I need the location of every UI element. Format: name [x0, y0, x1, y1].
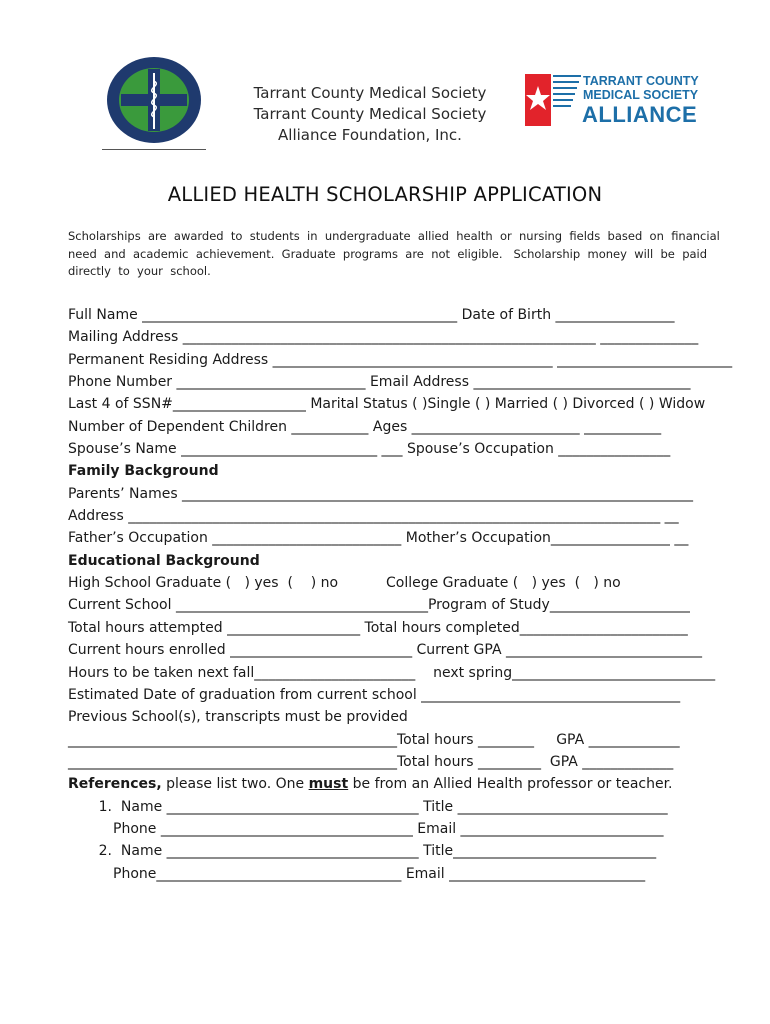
- parents-names-field[interactable]: Parents’ Names _________________________________________________________________________: [68, 485, 694, 502]
- intro-line-3: directly to your school.: [68, 264, 211, 278]
- hours-next-field[interactable]: Hours to be taken next fall_______________________ next spring_____________________________: [68, 664, 716, 681]
- logo-line-1: TARRANT COUNTY: [583, 74, 699, 88]
- reference-1-number: 1.: [98, 798, 112, 815]
- current-school-field[interactable]: Current School ____________________________________Program of Study____________________: [68, 597, 690, 614]
- seal-underline: [102, 149, 206, 150]
- reference-2-name-field[interactable]: 2. Name ____________________________________ Title_____________________________: [68, 840, 688, 862]
- phone-email-field[interactable]: Phone Number ___________________________ Email Address _______________________________: [68, 374, 691, 391]
- reference-1-name-field[interactable]: 1. Name ____________________________________ Title ______________________________: [68, 796, 688, 818]
- family-background-heading: Family Background: [68, 463, 219, 480]
- medical-society-seal-icon: [104, 55, 204, 145]
- ssn-marital-field[interactable]: Last 4 of SSN#___________________ Marital Status ( )Single ( ) Married ( ) Divorced ( ) Widow: [68, 396, 706, 413]
- full-name-field[interactable]: Full Name _____________________________________________ Date of Birth _________________: [68, 307, 675, 323]
- dependents-field[interactable]: Number of Dependent Children ___________ Ages ________________________ ___________: [68, 418, 662, 435]
- alliance-logo-text: [583, 74, 699, 102]
- references-heading: References, please list two. One must be from an Allied Health professor or teacher.: [68, 776, 673, 793]
- org-line-1: Tarrant County Medical Society: [253, 84, 487, 102]
- previous-schools-label: Previous School(s), transcripts must be provided: [68, 709, 408, 726]
- graduate-status-field[interactable]: [68, 572, 688, 594]
- org-line-3: Alliance Foundation, Inc.: [278, 126, 462, 144]
- reference-1-contact-field[interactable]: Phone ____________________________________ Email _____________________________: [113, 820, 664, 837]
- hours-attempted-field[interactable]: Total hours attempted ___________________ Total hours completed________________________: [68, 619, 688, 636]
- page-title: ALLIED HEALTH SCHOLARSHIP APPLICATION: [167, 183, 603, 206]
- graduation-date-field[interactable]: Estimated Date of graduation from current school _____________________________________: [68, 686, 681, 703]
- logo-line-3: ALLIANCE: [582, 102, 698, 127]
- intro-line-1: Scholarships are awarded to students in undergraduate allied health or nursing fields based on financial: [68, 229, 720, 243]
- high-school-graduate-option[interactable]: High School Graduate ( ) yes ( ) no: [68, 575, 339, 592]
- permanent-address-field[interactable]: Permanent Residing Address ________________________________________ _________________________: [68, 351, 733, 368]
- parents-occupation-field[interactable]: Father’s Occupation ___________________________ Mother’s Occupation_________________ __: [68, 530, 689, 547]
- educational-background-heading: Educational Background: [68, 552, 260, 569]
- spouse-field[interactable]: Spouse’s Name ____________________________ ___ Spouse’s Occupation ________________: [68, 441, 671, 458]
- hours-enrolled-field[interactable]: Current hours enrolled __________________________ Current GPA ____________________________: [68, 642, 702, 659]
- application-form: [68, 304, 733, 885]
- organization-header: [230, 83, 510, 146]
- mailing-address-field[interactable]: Mailing Address ___________________________________________________________ ______________: [68, 329, 699, 346]
- parents-address-field[interactable]: Address ____________________________________________________________________________ __: [68, 508, 679, 525]
- intro-paragraph: [68, 228, 720, 281]
- logo-line-2: MEDICAL SOCIETY: [583, 88, 699, 102]
- reference-2-contact-field[interactable]: Phone___________________________________ Email ____________________________: [113, 865, 646, 882]
- org-line-2: Tarrant County Medical Society: [253, 105, 487, 123]
- intro-line-2: need and academic achievement. Graduate programs are not eligible. Scholarship money will be paid: [68, 246, 708, 261]
- previous-school-1-field[interactable]: _______________________________________________Total hours ________ GPA _____________: [68, 731, 680, 748]
- reference-2-number: 2.: [98, 843, 112, 860]
- college-graduate-option[interactable]: College Graduate ( ) yes ( ) no: [386, 575, 621, 592]
- previous-school-2-field[interactable]: _______________________________________________Total hours _________ GPA _____________: [68, 753, 674, 770]
